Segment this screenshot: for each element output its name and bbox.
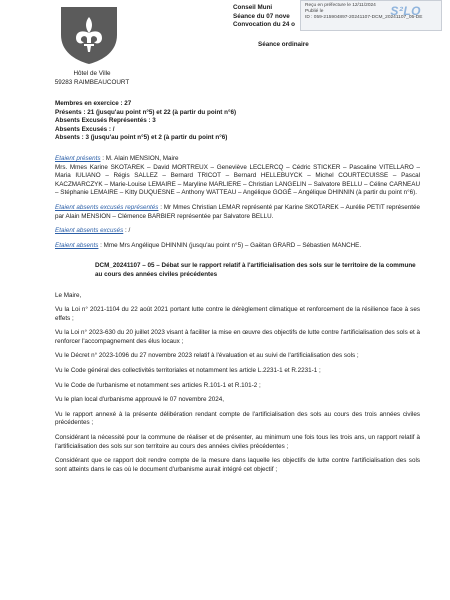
- body-paragraph: Vu le Code général des collectivités territoriales et notamment les article L.2231-1 et R.2231-1 ;: [55, 367, 321, 375]
- body-paragraph: Vu la Loi n° 2021-1104 du 22 août 2021 portant lutte contre le dérèglement climatique et renforcement de la résilience face à ses effets ;: [55, 306, 420, 322]
- coat-of-arms-logo: [58, 5, 120, 65]
- absents-paragraph: [55, 242, 420, 251]
- s2lo-logo: S²LO: [390, 4, 421, 18]
- town-hall-address: [48, 70, 136, 87]
- absents-label: Etaient absents: [55, 241, 99, 249]
- body-paragraph: Le Maire,: [55, 291, 82, 299]
- excused-label: Etaient absents excusés: [55, 227, 124, 235]
- represented-label: Etaient absents excusés représentés: [55, 203, 159, 211]
- presents-label: Etaient présents: [55, 154, 101, 162]
- stamp-published: Publié le: [305, 9, 324, 15]
- header-line: Convocation du 24 o: [233, 21, 295, 29]
- document-body: [55, 100, 420, 474]
- excused-text: : /: [123, 227, 131, 235]
- summary-line: Absents : 3 (jusqu'au point n°5) et 2 (à partir du point n°6): [55, 134, 228, 142]
- excused-paragraph: [55, 227, 420, 236]
- stamp-received: Reçu en préfecture le 12/11/2024: [305, 3, 376, 8]
- summary-line: Membres en exercice : 27: [55, 100, 132, 107]
- summary-line: Absents Excusés : /: [55, 125, 115, 133]
- body-paragraph: Vu le plan local d'urbanisme approuvé le 07 novembre 2024,: [55, 396, 224, 404]
- summary-line: Absents Excusés Représentés : 3: [55, 117, 156, 125]
- town-hall-name: Hôtel de Ville: [73, 70, 111, 77]
- presents-text: : M. Alain MENSION, Maire Mrs. Mmes Karine SKOTAREK – David MORTREUX – Geneviève LECLERCQ – Cédric STICKER – Pascaline VITELLARO – Maria IULIANO – Régis SALLEZ – Bernard TRICOT – Bernard HELLEBUYCK – Michel COURTECUISSE – Pascal KACZMARCZYK – Marie-Louise LEMAIRE – Maryline MARLIERE – Christian LANGELIN – Salvatore BELLU – Céline CARNEAU – Stéphanie LEMAIRE – Kitty DUQUESNE – Anthony WATTEAU – Angélique GOGÉ – Angélique DHINNIN (à partir du point n°6).: [55, 154, 420, 197]
- stamp-id: ID : 059-215904897-20241107-DCM_20241107_05-DE: [305, 15, 423, 21]
- town-postal-address: 59283 RAIMBEAUCOURT: [54, 78, 130, 86]
- absents-text: : Mme Mrs Angélique DHINNIN (jusqu'au point n°5) – Gaëtan GRARD – Sébastien MANCHE.: [98, 241, 362, 249]
- deliberation-title: DCM_20241107 – 05 – Débat sur le rapport relatif à l'artificialisation des sols sur le territoire de la commune au cours des années civiles précédentes: [95, 262, 416, 278]
- prefecture-stamp: [300, 0, 442, 31]
- body-paragraph: Vu le Code de l'urbanisme et notamment ses articles R.101-1 et R.101-2 ;: [55, 381, 261, 389]
- header-line: Séance du 07 nove: [233, 12, 290, 20]
- body-paragraph: Vu la Loi n° 2023-630 du 20 juillet 2023 visant à faciliter la mise en œuvre des objectifs de lutte contre l'artificialisation des sols et à renforcer l'accompagnement des élus locaux ;: [55, 329, 420, 345]
- presents-paragraph: [55, 155, 420, 198]
- header-line: Conseil Muni: [233, 4, 273, 11]
- body-paragraph: Vu le Décret n° 2023-1096 du 27 novembre 2023 relatif à l'évaluation et au suivi de l'artificialisation des sols ;: [55, 352, 359, 360]
- summary-line: Présents : 21 (jusqu'au point n°5) et 22 (à partir du point n°6): [55, 108, 237, 116]
- body-paragraph: Considérant que ce rapport doit rendre compte de la mesure dans laquelle les objectifs de lutte contre l'artificialisation des sols sont atteints dans le cas où le document d'urbanisme aurait intégré cet objectif ;: [55, 457, 420, 473]
- seance-type: Séance ordinaire: [258, 41, 309, 48]
- attendance-summary: [55, 100, 420, 143]
- body-paragraph: Vu le rapport annexé à la présente délibération rendant compte de l'artificialisation des sols au cours des trois années civiles précédentes ;: [55, 410, 420, 427]
- represented-text: : Mr Mmes Christian LEMAR représenté par Karine SKOTAREK – Aurélie PETIT représentée par Alain MENSION – Clémence BARBIER représentée par Salvatore BELLU.: [55, 203, 420, 220]
- represented-paragraph: [55, 204, 420, 221]
- body-paragraph: Considérant la nécessité pour la commune de réaliser et de présenter, au minimum une fois tous les trois ans, un rapport relatif à l'artificialisation des sols sur son territoire au cours des années civiles précédentes ;: [55, 434, 420, 450]
